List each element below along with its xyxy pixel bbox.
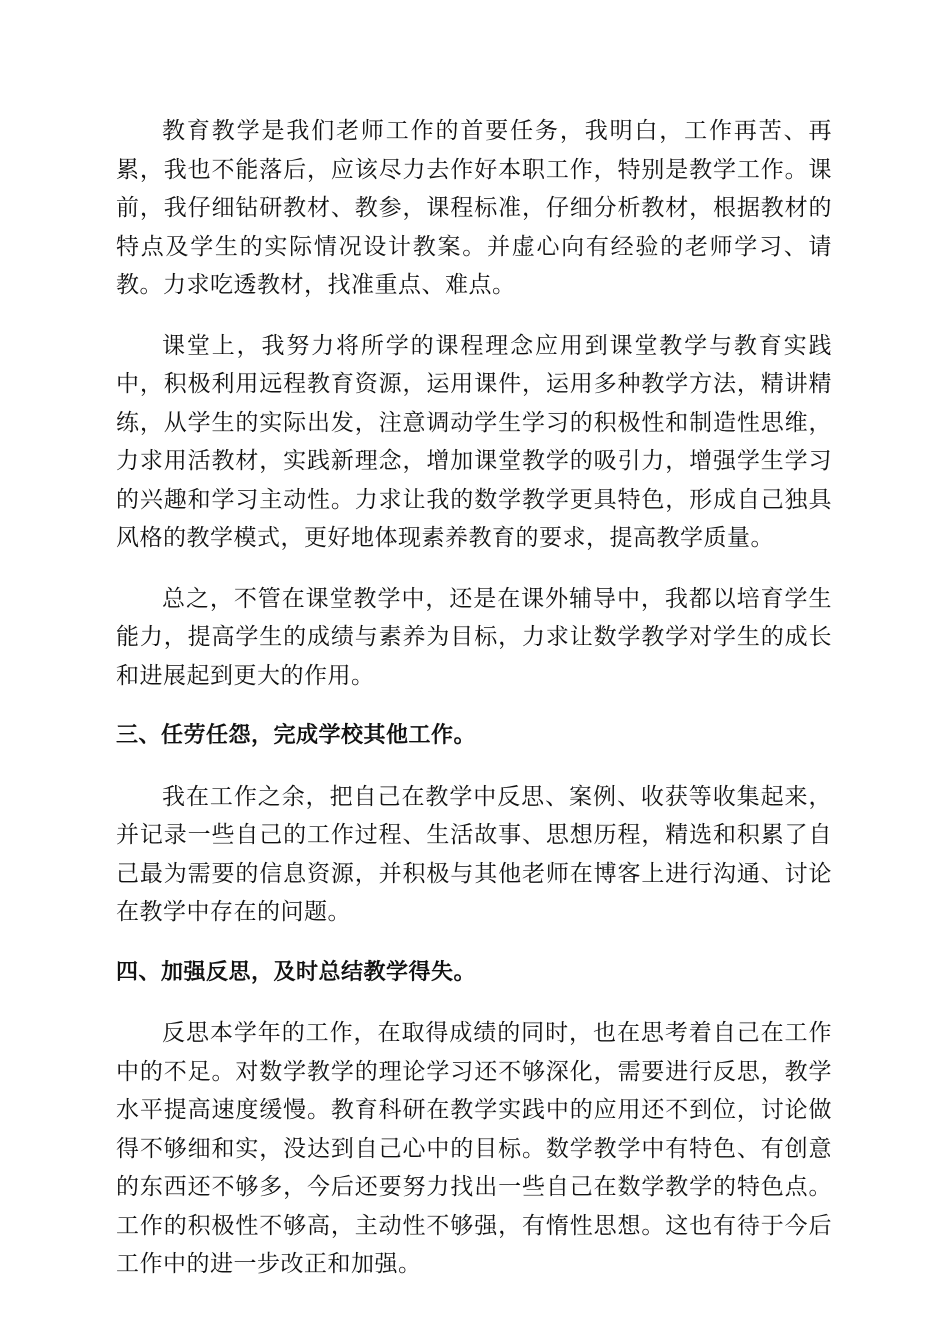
section-heading-three: 三、任劳任怨，完成学校其他工作。	[116, 723, 477, 748]
paragraph-other-work: 我在工作之余，把自己在教学中反思、案例、收获等收集起来，并记录一些自己的工作过程、生活故事、思想历程，精选和积累了自己最为需要的信息资源，并积极与其他老师在博客上进行沟通、讨论在教学中存在的问题。	[116, 783, 832, 925]
paragraph-classroom-practice: 课堂上，我努力将所学的课程理念应用到课堂教学与教育实践中，积极利用远程教育资源，运用课件，运用多种教学方法，精讲精练，从学生的实际出发，注意调动学生学习的积极性和制造性思维，力求用活教材，实践新理念，增加课堂教学的吸引力，增强学生学习的兴趣和学习主动性。力求让我的数学教学更具特色，形成自己独具风格的教学模式，更好地体现素养教育的要求，提高教学质量。	[116, 332, 832, 551]
paragraph-teaching-preparation: 教育教学是我们老师工作的首要任务，我明白，工作再苦、再累，我也不能落后，应该尽力去作好本职工作，特别是教学工作。课前，我仔细钻研教材、教参，课程标准，仔细分析教材，根据教材的特点及学生的实际情况设计教案。并虚心向有经验的老师学习、请教。力求吃透教材，找准重点、难点。	[116, 118, 832, 298]
section-heading-four: 四、加强反思，及时总结教学得失。	[116, 959, 477, 985]
paragraph-reflection: 反思本学年的工作，在取得成绩的同时，也在思考着自己在工作中的不足。对数学教学的理论学习还不够深化，需要进行反思，教学水平提高速度缓慢。教育科研在教学实践中的应用还不到位，讨论做得不够细和实，没达到自己心中的目标。数学教学中有特色、有创意的东西还不够多，今后还要努力找出一些自己在数学教学的特色点。工作的积极性不够高，主动性不够强，有惰性思想。这也有待于今后工作中的进一步改正和加强。	[116, 1020, 832, 1277]
paragraph-summary: 总之，不管在课堂教学中，还是在课外辅导中，我都以培育学生能力，提高学生的成绩与素养为目标，力求让数学教学对学生的成长和进展起到更大的作用。	[116, 585, 832, 689]
document-body	[116, 112, 832, 1306]
